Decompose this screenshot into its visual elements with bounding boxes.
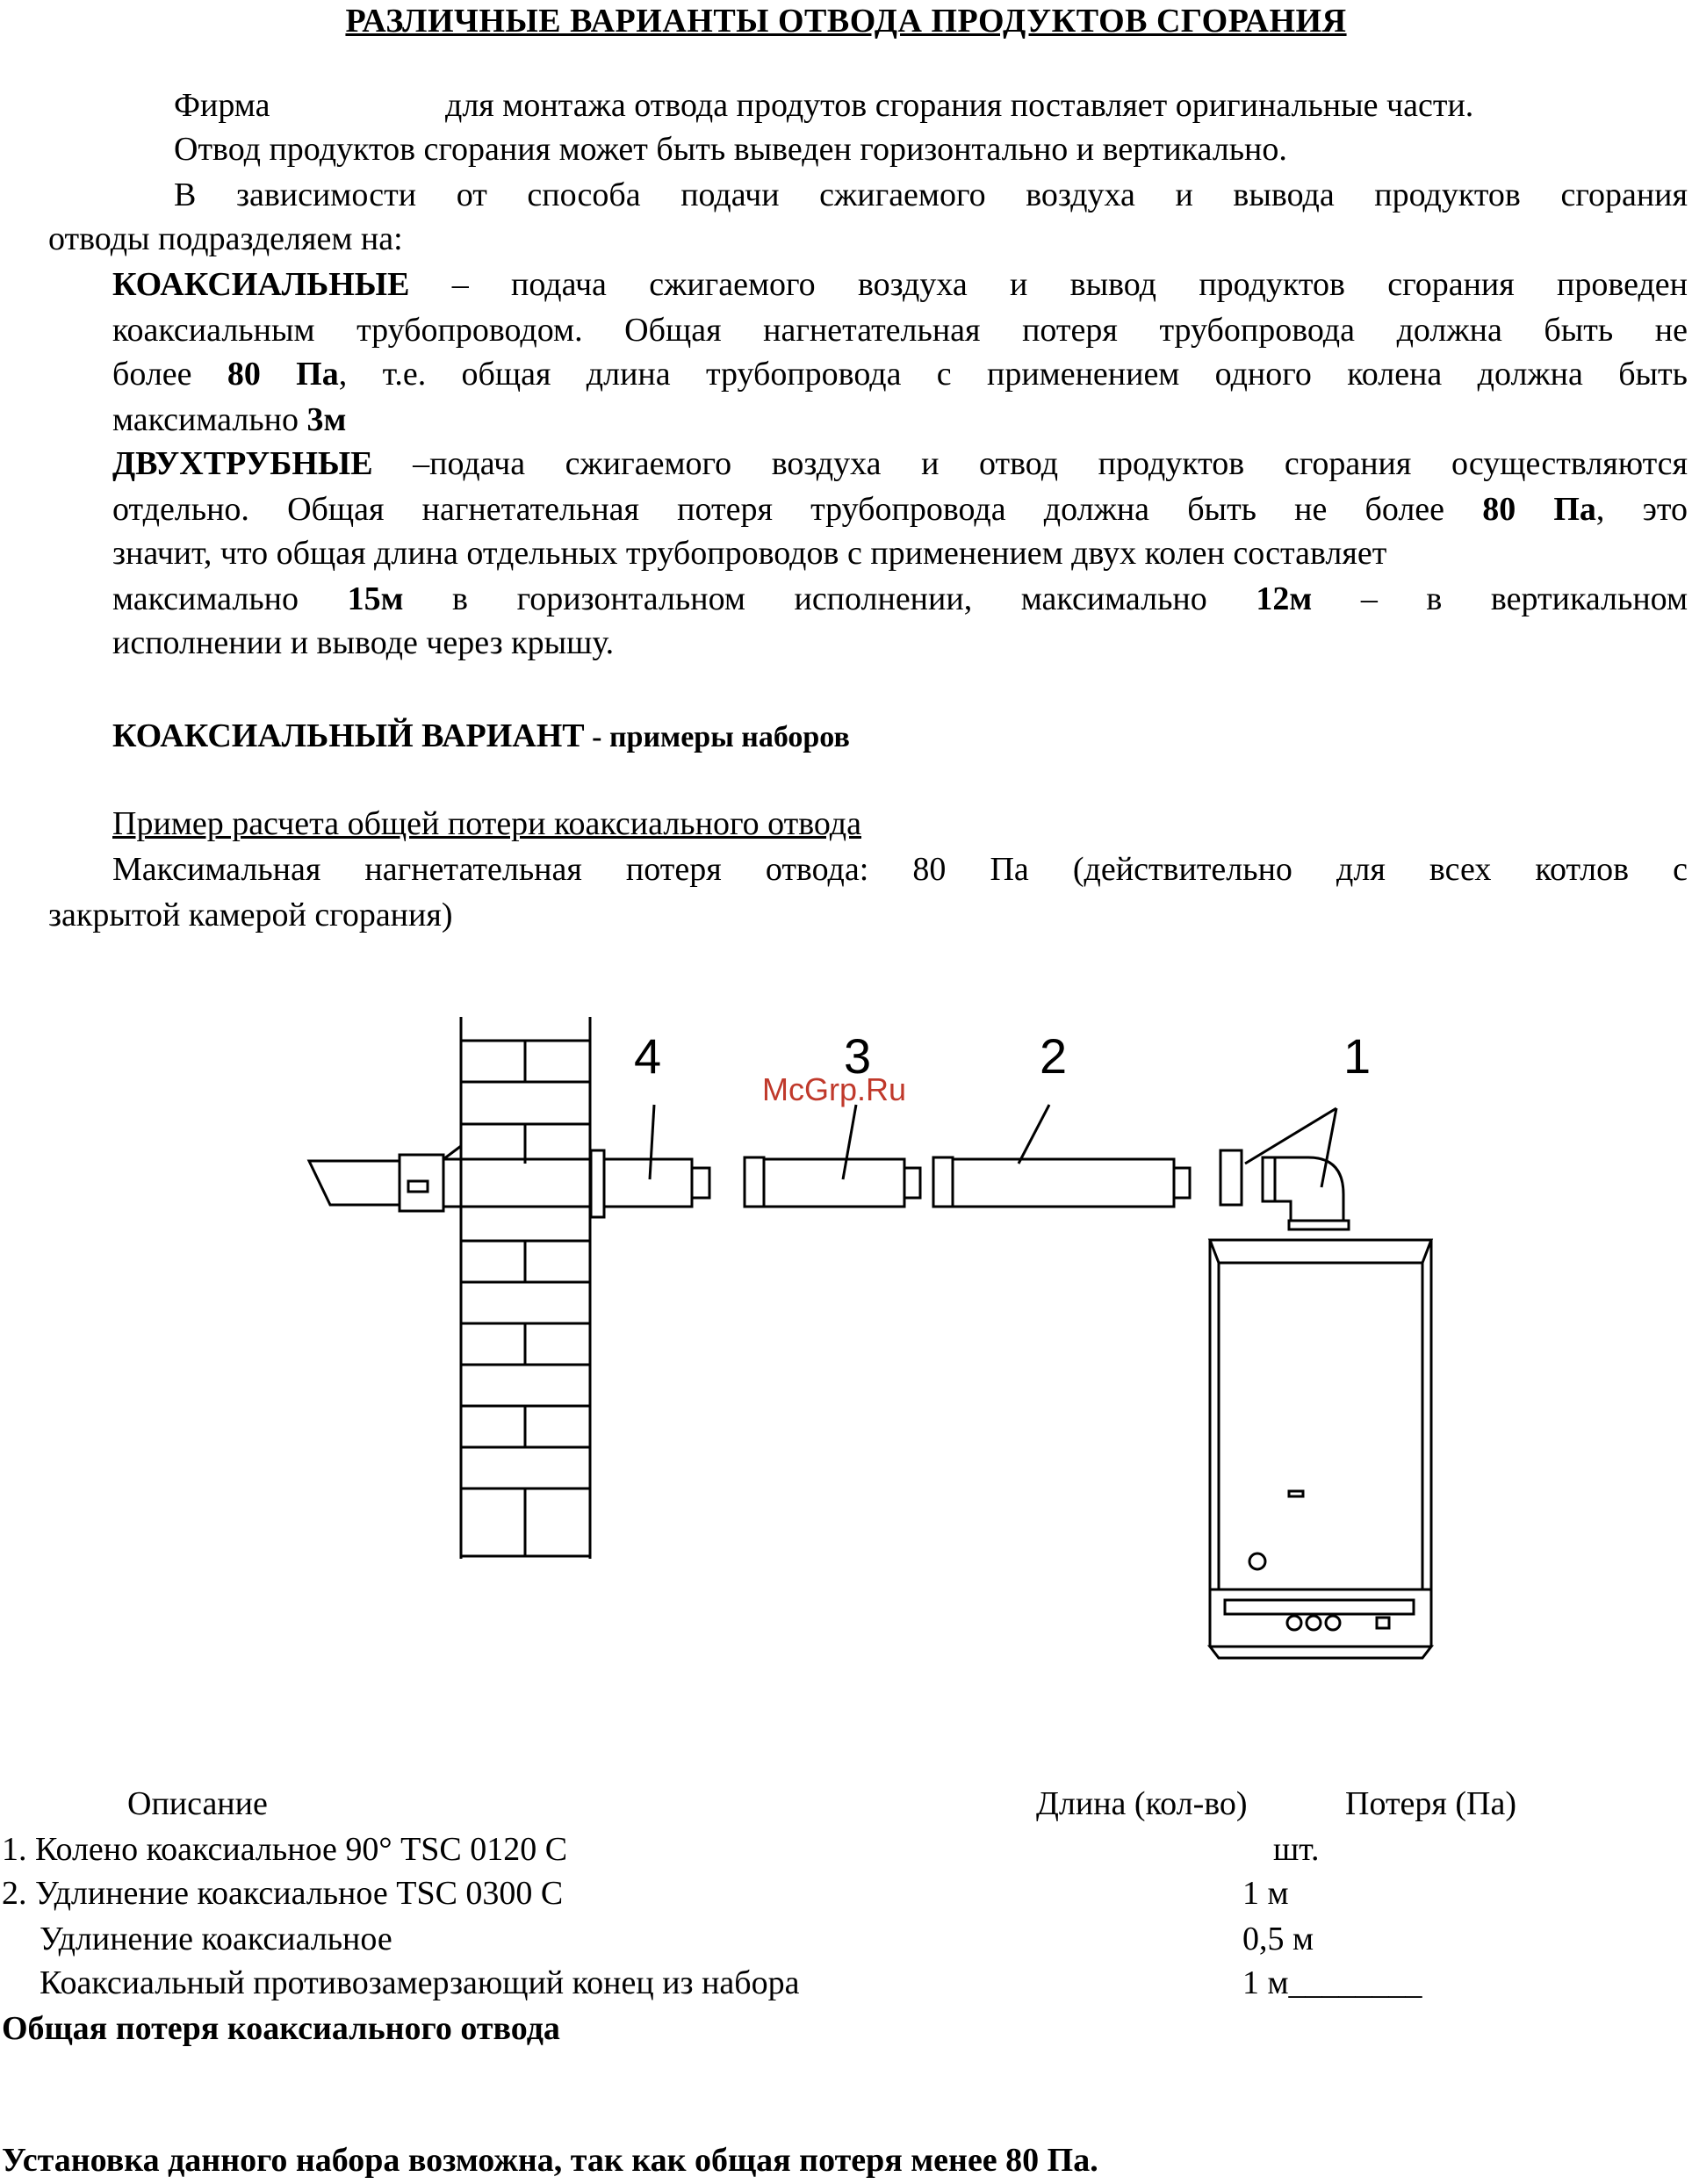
- intro-line-1-firm: Фирма: [174, 87, 270, 124]
- example-line-2: закрытой камерой сгорания): [48, 897, 453, 933]
- twopipe-line-5: исполнении и выводе через крышу.: [112, 624, 615, 661]
- example-subtitle: Пример расчета общей потери коаксиального отвода: [112, 805, 861, 842]
- coaxial-line-4: максимально 3м: [112, 401, 347, 438]
- watermark: McGrp.Ru: [762, 1071, 907, 1107]
- table-row-description: Коаксиальный противозамерзающий конец из набора: [40, 1964, 800, 2001]
- table-row-length: 1 м: [1242, 1875, 1289, 1912]
- coaxial-line-3: более 80 Па, т.е. общая длина трубопровода с применением одного колена должна быть: [112, 356, 1688, 393]
- table-row-description: 1. Колено коаксиальное 90° TSC 0120 C: [2, 1831, 568, 1868]
- diagram-label-1: 1: [1343, 1028, 1372, 1084]
- coaxial-term: КОАКСИАЛЬНЫЕ: [112, 266, 410, 303]
- extension-pipe-2: [933, 1157, 1190, 1207]
- section-heading: КОАКСИАЛЬНЫЙ ВАРИАНТ - примеры наборов: [112, 717, 850, 754]
- coaxial-line-2: коаксиальным трубопроводом. Общая нагнетательная потеря трубопровода должна быть не: [112, 312, 1688, 349]
- intro-line-2: Отвод продуктов сгорания может быть выведен горизонтально и вертикально.: [174, 131, 1287, 168]
- diagram-label-2: 2: [1040, 1028, 1068, 1084]
- table-total: Общая потеря коаксиального отвода: [2, 2010, 560, 2047]
- twopipe-line-2: отдельно. Общая нагнетательная потеря трубопровода должна быть не более 80 Па, это: [112, 491, 1688, 528]
- coaxial-line-1: КОАКСИАЛЬНЫЕ – подача сжигаемого воздуха и вывод продуктов сгорания проведен: [112, 266, 1688, 303]
- table-header-length: Длина (кол-во): [1036, 1785, 1248, 1822]
- page-title: РАЗЛИЧНЫЕ ВАРИАНТЫ ОТВОДА ПРОДУКТОВ СГОРАНИЯ: [345, 3, 1347, 40]
- table-row-description: Удлинение коаксиальное: [40, 1921, 392, 1957]
- table-header-loss: Потеря (Па): [1345, 1785, 1517, 1822]
- elbow-1: [1220, 1150, 1349, 1229]
- table-row-length: 1 м________: [1242, 1964, 1422, 2001]
- twopipe-line-4: максимально 15м в горизонтальном исполнении, максимально 12м – в вертикальном: [112, 580, 1688, 617]
- example-line-1: Максимальная нагнетательная потеря отвода: 80 Па (действительно для всех котлов с: [112, 851, 1688, 888]
- brick-wall: [461, 1017, 590, 1559]
- diagram-label-4: 4: [634, 1028, 662, 1084]
- table-row-length: шт.: [1273, 1831, 1320, 1868]
- intro-line-3: В зависимости от способа подачи сжигаемого воздуха и вывода продуктов сгорания: [174, 177, 1688, 213]
- terminal-pipe-4: [309, 1146, 709, 1217]
- intro-line-4: отводы подразделяем на:: [48, 220, 403, 257]
- table-header-description: Описание: [127, 1785, 268, 1822]
- boiler: [1210, 1240, 1431, 1658]
- conclusion: Установка данного набора возможна, так как общая потеря менее 80 Па.: [2, 2142, 1098, 2179]
- twopipe-term: ДВУХТРУБНЫЕ: [112, 445, 373, 482]
- diagram-label-3: 3: [844, 1028, 872, 1084]
- extension-pipe-3: [745, 1157, 920, 1207]
- table-row-length: 0,5 м: [1242, 1921, 1314, 1957]
- table-row-description: 2. Удлинение коаксиальное TSC 0300 C: [2, 1875, 564, 1912]
- twopipe-line-1: ДВУХТРУБНЫЕ –подача сжигаемого воздуха и отвод продуктов сгорания осуществляются: [112, 445, 1688, 482]
- twopipe-line-3: значит, что общая длина отдельных трубопроводов с применением двух колен составляет: [112, 535, 1387, 572]
- intro-line-1: для монтажа отвода продутов сгорания поставляет оригинальные части.: [445, 87, 1474, 124]
